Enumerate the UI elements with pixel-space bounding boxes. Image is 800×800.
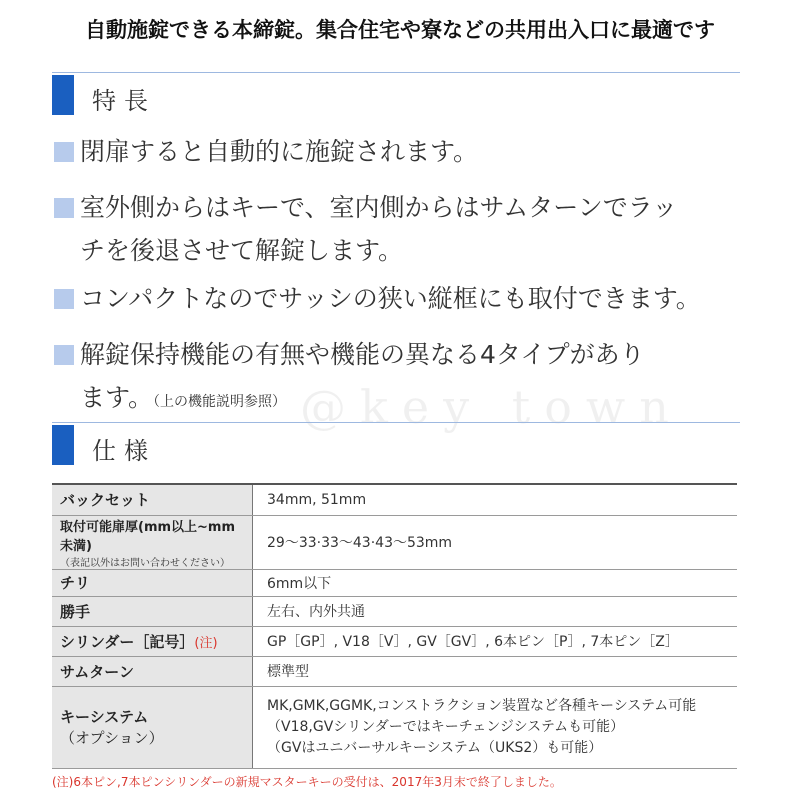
table-row bbox=[52, 656, 737, 686]
section-marker bbox=[52, 75, 74, 115]
specs-title: 仕様 bbox=[92, 437, 156, 465]
feature-text: 閉扉すると自動的に施錠されます。 bbox=[80, 137, 479, 166]
section-marker bbox=[52, 425, 74, 465]
watermark: @key town bbox=[300, 380, 683, 434]
features-title: 特長 bbox=[92, 87, 156, 115]
spec-label: バックセット bbox=[52, 484, 253, 515]
headline: 自動施錠できる本締錠。集合住宅や寮などの共用出入口に最適です bbox=[85, 18, 715, 42]
spec-label-main: キーシステム bbox=[60, 708, 149, 726]
feature-item-2 bbox=[54, 186, 754, 272]
spec-label bbox=[52, 626, 253, 656]
spec-value: 左右、内外共通 bbox=[253, 596, 738, 626]
feature-text: コンパクトなのでサッシの狭い縦框にも取付できます。 bbox=[80, 284, 701, 313]
spec-label: チリ bbox=[52, 569, 253, 596]
spec-value: 標準型 bbox=[253, 656, 738, 686]
table-row bbox=[52, 596, 737, 626]
table-row bbox=[52, 626, 737, 656]
spec-label-note: (注) bbox=[194, 635, 218, 651]
table-row bbox=[52, 484, 737, 515]
feature-note: （上の機能説明参照） bbox=[153, 394, 287, 410]
specs-heading bbox=[52, 422, 740, 467]
spec-table bbox=[52, 483, 737, 769]
feature-text: 室外側からはキーで、室内側からはサムターンでラッ bbox=[80, 193, 678, 222]
spec-value: 34mm, 51mm bbox=[253, 484, 738, 515]
feature-item-3 bbox=[54, 277, 754, 320]
spec-label-main: 取付可能扉厚(mm以上~mm未満) bbox=[60, 519, 236, 554]
bullet-square-icon bbox=[54, 142, 74, 162]
feature-text-cont: ます。 bbox=[80, 383, 154, 412]
spec-label-sub: （オプション） bbox=[60, 729, 164, 747]
spec-label-main: シリンダー［記号］ bbox=[60, 632, 195, 651]
bullet-square-icon bbox=[54, 198, 74, 218]
spec-value-line: MK,GMK,GGMK,コンストラクション装置など各種キーシステム可能 bbox=[267, 697, 697, 714]
spec-value-line: （GVはユニバーサルキーシステム（UKS2）も可能） bbox=[267, 739, 603, 756]
spec-value: 6mm以下 bbox=[253, 569, 738, 596]
feature-text: 解錠保持機能の有無や機能の異なる4タイプがあり bbox=[80, 340, 645, 369]
feature-text-cont: チを後退させて解錠します。 bbox=[80, 236, 404, 265]
spec-label-sub: （表記以外はお問い合わせください） bbox=[60, 557, 230, 569]
bullet-square-icon bbox=[54, 289, 74, 309]
spec-value-line: （V18,GVシリンダーではキーチェンジシステムも可能） bbox=[267, 718, 625, 735]
feature-item-1 bbox=[54, 130, 754, 173]
spec-value bbox=[253, 686, 738, 768]
spec-label bbox=[52, 686, 253, 768]
spec-label: 勝手 bbox=[52, 596, 253, 626]
spec-value: 29～33·33～43·43～53mm bbox=[253, 515, 738, 569]
bullet-square-icon bbox=[54, 345, 74, 365]
table-row bbox=[52, 569, 737, 596]
footnote: (注)6本ピン,7本ピンシリンダーの新規マスターキーの受付は、2017年3月末で終了しました。 bbox=[52, 775, 562, 789]
spec-label: サムターン bbox=[52, 656, 253, 686]
features-heading bbox=[52, 72, 740, 117]
table-row bbox=[52, 686, 737, 768]
table-row bbox=[52, 515, 737, 569]
spec-value: GP［GP］, V18［V］, GV［GV］, 6本ピン［P］, 7本ピン［Z］ bbox=[253, 626, 738, 656]
spec-label bbox=[52, 515, 253, 569]
